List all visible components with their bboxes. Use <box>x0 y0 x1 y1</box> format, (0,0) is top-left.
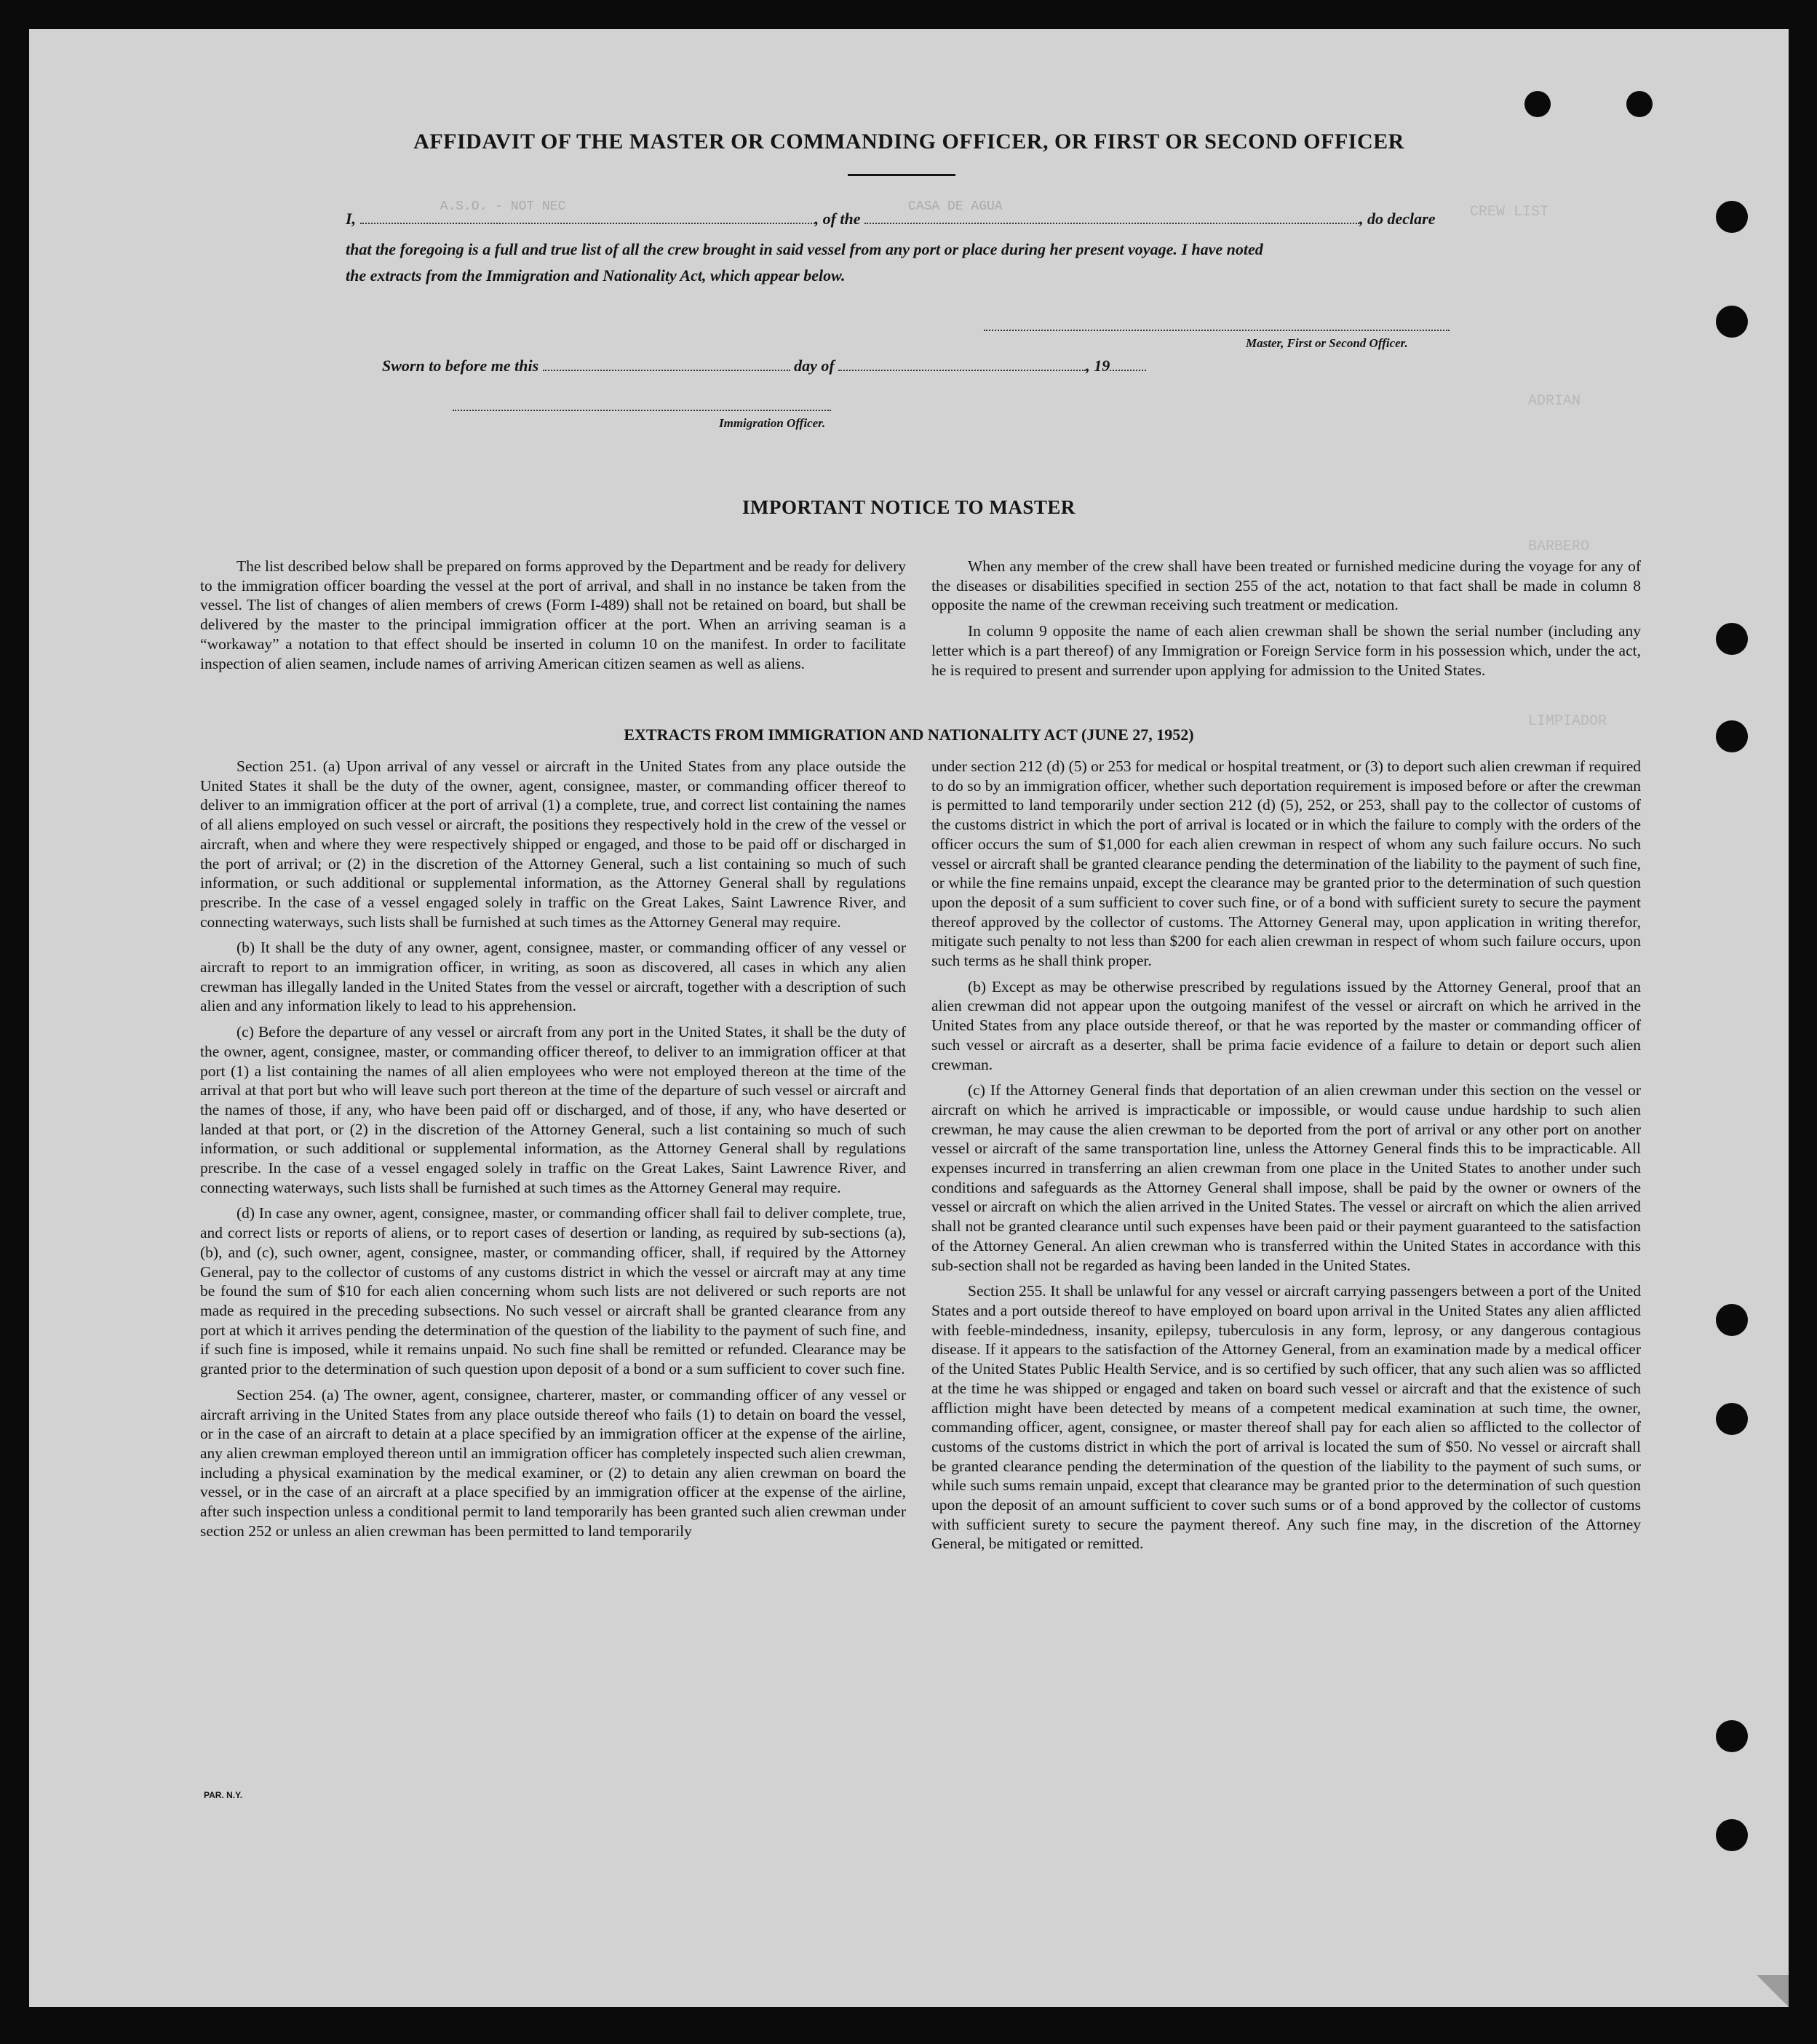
bleed-through-text: LIMPIADOR <box>1528 713 1607 730</box>
day-of-label: day of <box>794 357 835 375</box>
name-value: A.S.O. - NOT NEC <box>440 199 566 214</box>
punch-hole <box>1716 1403 1748 1435</box>
notice-right-paragraph-1: When any member of the crew shall have been treated or furnished medicine during the voyage for any of the diseases or disabilities specified in section 255 of the act, notation to that fact shall be made in column 8 opposite the name of the crewman receiving such treatment or medication. <box>931 557 1641 614</box>
declaration-line <box>346 199 1436 228</box>
affidavit-title: AFFIDAVIT OF THE MASTER OR COMMANDING OFFICER, OR FIRST OR SECOND OFFICER <box>413 130 1404 154</box>
year-label: , 19 <box>1086 357 1110 375</box>
punch-hole <box>1716 201 1748 233</box>
of-the-label: , of the <box>814 210 861 228</box>
section-254-b: (b) Except as may be otherwise prescribed by regulations issued by the Attorney General, proof that an alien crewman did not appear upon the outgoing manifest of the vessel or aircraft on which he arrived in the United States from any place outside thereof, or that he was reported by the master or commanding officer of such vessel or aircraft as a deserter, shall be prima facie evidence of a failure to detain or deport such alien crewman. <box>931 977 1641 1073</box>
sworn-month-field[interactable] <box>838 359 1086 371</box>
immigration-officer-label: Immigration Officer. <box>719 416 826 430</box>
notice-right-paragraph-2: In column 9 opposite the name of each alien crewman shall be shown the serial number (including any letter which is a part thereof) of any Immigration or Foreign Service form in his possession which, under the act, he is required to present and surrender upon applying for admission to the United States. <box>931 622 1641 679</box>
punch-hole <box>1716 623 1748 655</box>
vessel-value: CASA DE AGUA <box>908 199 1003 214</box>
section-254-a-continued: under section 212 (d) (5) or 253 for medical or hospital treatment, or (3) to deport such alien crewman if required to do so by an immigration officer, whether such deportation requirement is imposed before or after the crewman is permitted to land temporarily under section 212 (d) (5), 252, or 253, shall pay to the collector of customs of the customs district in which the port of arrival is located or in which the failure to comply with the orders of the officer occurs the sum of $1,000 for each alien crewman in respect of whom any such failure occurs. No such vessel or aircraft shall be granted clearance pending the determination of the liability to the payment of such fine, or while the fine remains unpaid, except the clearance may be granted prior to the determination of such question upon the deposit of a sum sufficient to cover such fine, or of a bond with sufficient surety to secure the payment thereof approved by the collector of customs. The Attorney General may, upon application in writing therefor, mitigate such penalty to not less than $200 for each alien crewman in respect of whom such failure occurs, upon such terms as he shall think proper. <box>931 757 1641 970</box>
section-251-c: (c) Before the departure of any vessel or aircraft from any port in the United States, it shall be the duty of the owner, agent, consignee, master, or commanding officer thereof, to deliver to an immigration officer at that port (1) a list containing the names of all alien employees who were not employed thereon at the time of the arrival at that port but who will leave such port thereon at the time of the departure of such vessel or aircraft and the names of those, if any, who have been paid off or discharged, and of those, if any, who have deserted or landed at that port, or (2) in the discretion of the Attorney General, such a list containing so much of such information, or such additional or supplemental information, as the Attorney General shall by regulations prescribe. In the case of a vessel engaged solely in traffic on the Great Lakes, Saint Lawrence River, and connecting waterways, such lists shall be furnished at such times as the Attorney General may require. <box>200 1023 906 1196</box>
sworn-day-field[interactable] <box>543 359 790 371</box>
punch-hole <box>1716 1304 1748 1336</box>
punch-hole <box>1524 91 1551 117</box>
master-signature-label: Master, First or Second Officer. <box>1246 336 1408 350</box>
declaration-line-3: the extracts from the Immigration and Nationality Act, which appear below. <box>346 266 846 285</box>
punch-hole <box>1716 306 1748 338</box>
folded-corner <box>1757 1975 1789 2007</box>
bleed-through-text: BARBERO <box>1528 538 1590 555</box>
section-251-a: Section 251. (a) Upon arrival of any vessel or aircraft in the United States from any place outside the United States it shall be the duty of the owner, agent, consignee, master, or commanding officer thereof to deliver to an immigration officer at the port of arrival (1) a complete, true, and correct list containing the names of all aliens employed on such vessel or aircraft, the positions they respectively hold in the crew of the vessel or aircraft, when and where they were respectively shipped or engaged, and those to be paid off or discharged in the port of arrival; or (2) in the discretion of the Attorney General, such a list containing so much of such information, or such additional or supplemental information, as the Attorney General shall by regulations prescribe. In the case of a vessel engaged solely in traffic on the Great Lakes, Saint Lawrence River, and connecting waterways, such lists shall be furnished at such times as the Attorney General may require. <box>200 757 906 931</box>
vessel-field[interactable] <box>864 199 1359 224</box>
section-251-b: (b) It shall be the duty of any owner, agent, consignee, master, or commanding officer of any vessel or aircraft to report to an immigration officer, in writing, as soon as discovered, all cases in which any alien crewman has illegally landed in the United States from the vessel or aircraft, together with a description of such alien and any information likely to lead to his apprehension. <box>200 939 906 1015</box>
notice-left-paragraph: The list described below shall be prepared on forms approved by the Department and be ready for delivery to the immigration officer boarding the vessel at the port of arrival, and shall in no instance be taken from the vessel. The list of changes of alien members of crews (Form I-489) shall not be retained on board, but shall be delivered by the master to the principal immigration officer at the port. When an arriving seaman is a “workaway” a notation to that effect should be inserted in column 10 on the manifest. In order to facilitate inspection of alien seamen, include names of arriving American citizen seamen as well as aliens. <box>200 557 906 672</box>
extracts-right-column <box>931 757 1641 1560</box>
section-254-a: Section 254. (a) The owner, agent, consignee, charterer, master, or commanding officer of any vessel or aircraft arriving in the United States from any place outside thereof who fails (1) to detain on board the vessel, or in the case of an aircraft to detain at a place specified by an immigration officer at the expense of the airline, any alien crewman employed thereon until an immigration officer has completely inspected such alien crewman, including a physical examination by the medical examiner, or (2) to detain any alien crewman on board the vessel, or in the case of an aircraft at a place specified by an immigration officer at the expense of the airline, after such inspection unless a conditional permit to land temporarily has been granted such alien crewman under section 252 or unless an alien crewman has been permitted to land temporarily <box>200 1385 906 1540</box>
bleed-through-text: CREW LIST <box>1470 204 1549 220</box>
immigration-officer-signature-line[interactable] <box>453 410 831 411</box>
sworn-line <box>382 357 1146 375</box>
bleed-through-text: ADRIAN <box>1528 393 1581 410</box>
master-signature-line[interactable] <box>984 330 1450 331</box>
punch-hole <box>1626 91 1653 117</box>
printer-code: PAR. N.Y. <box>204 1790 243 1800</box>
name-field[interactable] <box>360 199 815 224</box>
sworn-label: Sworn to before me this <box>382 357 539 375</box>
notice-right-column <box>931 557 1641 686</box>
punch-hole <box>1716 1819 1748 1851</box>
section-254-c: (c) If the Attorney General finds that deportation of an alien crewman under this section on the vessel or aircraft on which he arrived is impracticable or impossible, or would cause undue hardship to such alien crewman, he may cause the alien crewman to be deported from the port of arrival or any other port on another vessel or aircraft of the same transportation line, unless the Attorney General finds this to be impracticable. All expenses incurred in transferring an alien crewman from one place in the United States to another under such conditions and safeguards as the Attorney General shall impose, shall be paid by the owner or owners of the vessel or aircraft on which the alien arrived in the United States. The vessel or aircraft on which the alien arrived shall not be granted clearance until such expenses have been paid or their payment guaranteed to the satisfaction of the Attorney General. An alien crewman who is transferred within the United States in accordance with this sub-section shall not be regarded as having been landed in the United States. <box>931 1081 1641 1274</box>
extracts-left-column <box>200 757 906 1547</box>
document-sheet <box>29 29 1789 2007</box>
i-label: I, <box>346 210 357 228</box>
title-underline <box>848 174 955 176</box>
punch-hole <box>1716 1720 1748 1752</box>
section-251-d: (d) In case any owner, agent, consignee, master, or commanding officer shall fail to deliver complete, true, and correct lists or reports of aliens, or to report cases of desertion or landing, as required by sub-sections (a), (b), and (c), such owner, agent, consignee, master, or commanding officer, shall, if required by the Attorney General, pay to the collector of customs of any customs district in which the vessel or aircraft may at any time be found the sum of $10 for each alien concerning whom such lists are not delivered or such reports are not made as required in the preceding subsections. No such vessel or aircraft shall be granted clearance from any port at which it arrives pending the determination of the question of the liability to the payment of such fine, and if such fine is imposed, while it remains unpaid. No such fine shall be remitted or refunded. Clearance may be granted prior to the determination of such question upon deposit of a bond or a sum sufficient to cover such fine. <box>200 1204 906 1378</box>
do-declare-label: , do declare <box>1359 210 1436 228</box>
declaration-line-2: that the foregoing is a full and true list of all the crew brought in said vessel from any port or place during her present voyage. I have noted <box>346 240 1263 258</box>
sworn-year-field[interactable] <box>1110 359 1146 371</box>
notice-left-column <box>200 557 906 680</box>
section-255: Section 255. It shall be unlawful for any vessel or aircraft carrying passengers between a port of the United States and a port outside thereof to have employed on board upon arrival in the United States any alien afflicted with feeble-mindedness, insanity, epilepsy, tuberculosis in any form, leprosy, or any dangerous contagious disease. If it appears to the satisfaction of the Attorney General, from an examination made by a medical officer of the United States Public Health Service, and is so certified by such officer, that any such alien was so afflicted at the time he was shipped or engaged and taken on board such vessel or aircraft and that the existence of such affliction might have been detected by means of a competent medical examination at such time, the owner, commanding officer, agent, consignee, or master thereof shall pay for each alien so afflicted to the collector of customs of the customs district in which the port of arrival is located the sum of $50. No vessel or aircraft shall be granted clearance pending the determination of the question of the liability to the payment of such sums, or while such sums remain unpaid, except that clearance may be granted prior to the determination of such question upon the deposit of an amount sufficient to cover such sums or of a bond approved by the collector of customs with sufficient surety to secure the payment thereof. Any such fine may, in the discretion of the Attorney General, be mitigated or remitted. <box>931 1282 1641 1553</box>
notice-title: IMPORTANT NOTICE TO MASTER <box>742 496 1076 518</box>
extracts-title: EXTRACTS FROM IMMIGRATION AND NATIONALITY ACT (JUNE 27, 1952) <box>624 725 1194 744</box>
